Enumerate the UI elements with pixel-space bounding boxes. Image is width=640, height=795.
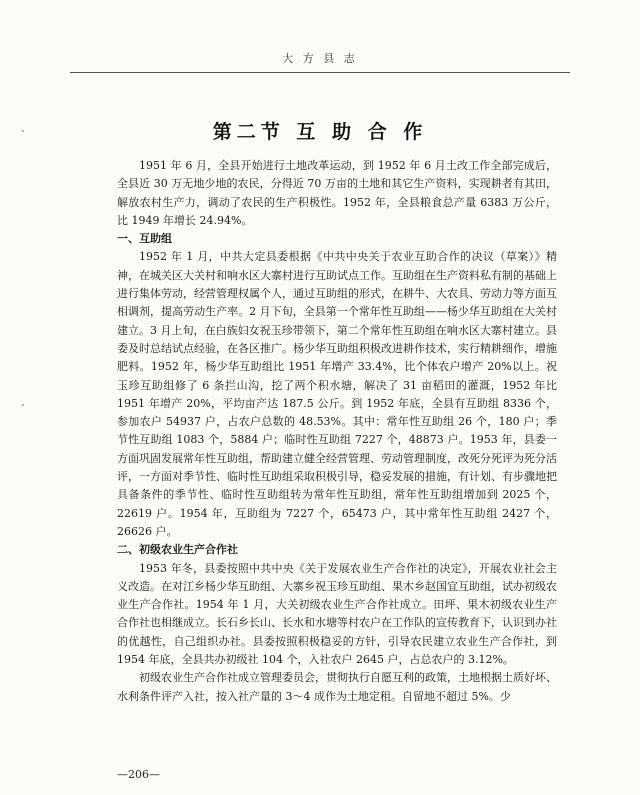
intro-paragraph: 1951 年 6 月，全县开始进行土地改革运动，到 1952 年 6 月土改工作全部完成后，全县近 30 万无地少地的农民，分得近 70 万亩的土地和其它生产资料，实现耕者有其田，解放农村生产力，调动了农民的生产积极性。1952 年，全县粮食总产量 6383 万公斤，比 1949 年增长 24.94%。 — [117, 159, 557, 227]
mutual-aid-paragraph: 1952 年 1 月，中共大定县委根据《中共中央关于农业互助合作的决议（草案）》精神，在城关区大关村和响水区大寨村进行互助试点工作。互助组在生产资料私有制的基础上进行集体劳动，经营管理权属个人，通过互助组的形式，在耕牛、大农具、劳动力等方面互相调剂，提高劳动生产率。2 月下旬，全县第一个常年性互助组——杨少华互助组在大关村建立。3 月上旬，在白族妇女祝玉珍带领下，第二个常年性互助组在响水区大寨村建立。县委及时总结试点经验，在各区推广。杨少华互助组积极改进耕作技术，实行精耕细作，增施肥料。1952 年，杨少华互助组比 1951 年增产 33.4%，比个体农户增产 20%以上。祝玉珍互助组修了 6 条拦山沟，挖了两个积水塘，解决了 31 亩稻田的灌溉，1952 年比 1951 年增产 20%，平均亩产达 187.5 公斤。到 1952 年底，全县有互助组 8336 个，参加农户 54937 户，占农户总数的 48.53%。其中：常年性互助组 26 个，180 户；季节性互助组 1083 个，5884 户；临时性互助组 7227 个，48873 户。1953 年，县委一方面巩固发展常年性互助组，帮助建立健全经营管理、劳动管理制度，改死分死评为死分活评，一方面对季节性、临时性互助组采取积极引导，稳妥发展的措施，有计划、有步骤地把具备条件的季节性、临时性互助组转为常年性互助组，常年性互助组增加到 2025 个，22619 户。1954 年，互助组为 7227 个，65473 户，其中常年性互助组 2427 个，26626 户。 — [117, 250, 557, 538]
header-divider — [70, 72, 570, 73]
subheading-cooperatives: 二、初级农业生产合作社 — [117, 543, 238, 557]
body-text — [117, 157, 557, 706]
running-header: 大 方 县 志 — [282, 52, 358, 65]
management-paragraph: 初级农业生产合作社成立管理委员会，贯彻执行自愿互利的政策，土地根据土质好坏、水利条件评产入社，按入社产量的 3～4 成作为土地定租。自留地不超过 5%。少 — [117, 671, 557, 703]
subheading-mutual-aid-groups: 一、互助组 — [117, 232, 172, 246]
scan-speck — [22, 404, 24, 406]
section-title: 第二节 互 助 合 作 — [212, 121, 428, 143]
page-number: —206— — [117, 768, 160, 781]
scan-speck — [22, 130, 24, 132]
cooperatives-paragraph: 1953 年冬，县委按照中共中央《关于发展农业生产合作社的决定》，开展农业社会主义改造。在对江乡杨少华互助组、大寨乡祝玉珍互助组、果木乡赵国宜互助组，试办初级农业生产合作社。1954 年 1 月，大关初级农业生产合作社成立。田坪、果木初级农业生产合作社也相继成立。长石乡长山、长水和水塘等村农户在工作队的宣传教育下，认识到办社的优越性，自己组织办社。县委按照积极稳妥的方针，引导农民建立农业生产合作社，到 1954 年底，全县共办初级社 104 个，入社农户 2645 户，占总农户的 3.12%。 — [117, 561, 557, 667]
